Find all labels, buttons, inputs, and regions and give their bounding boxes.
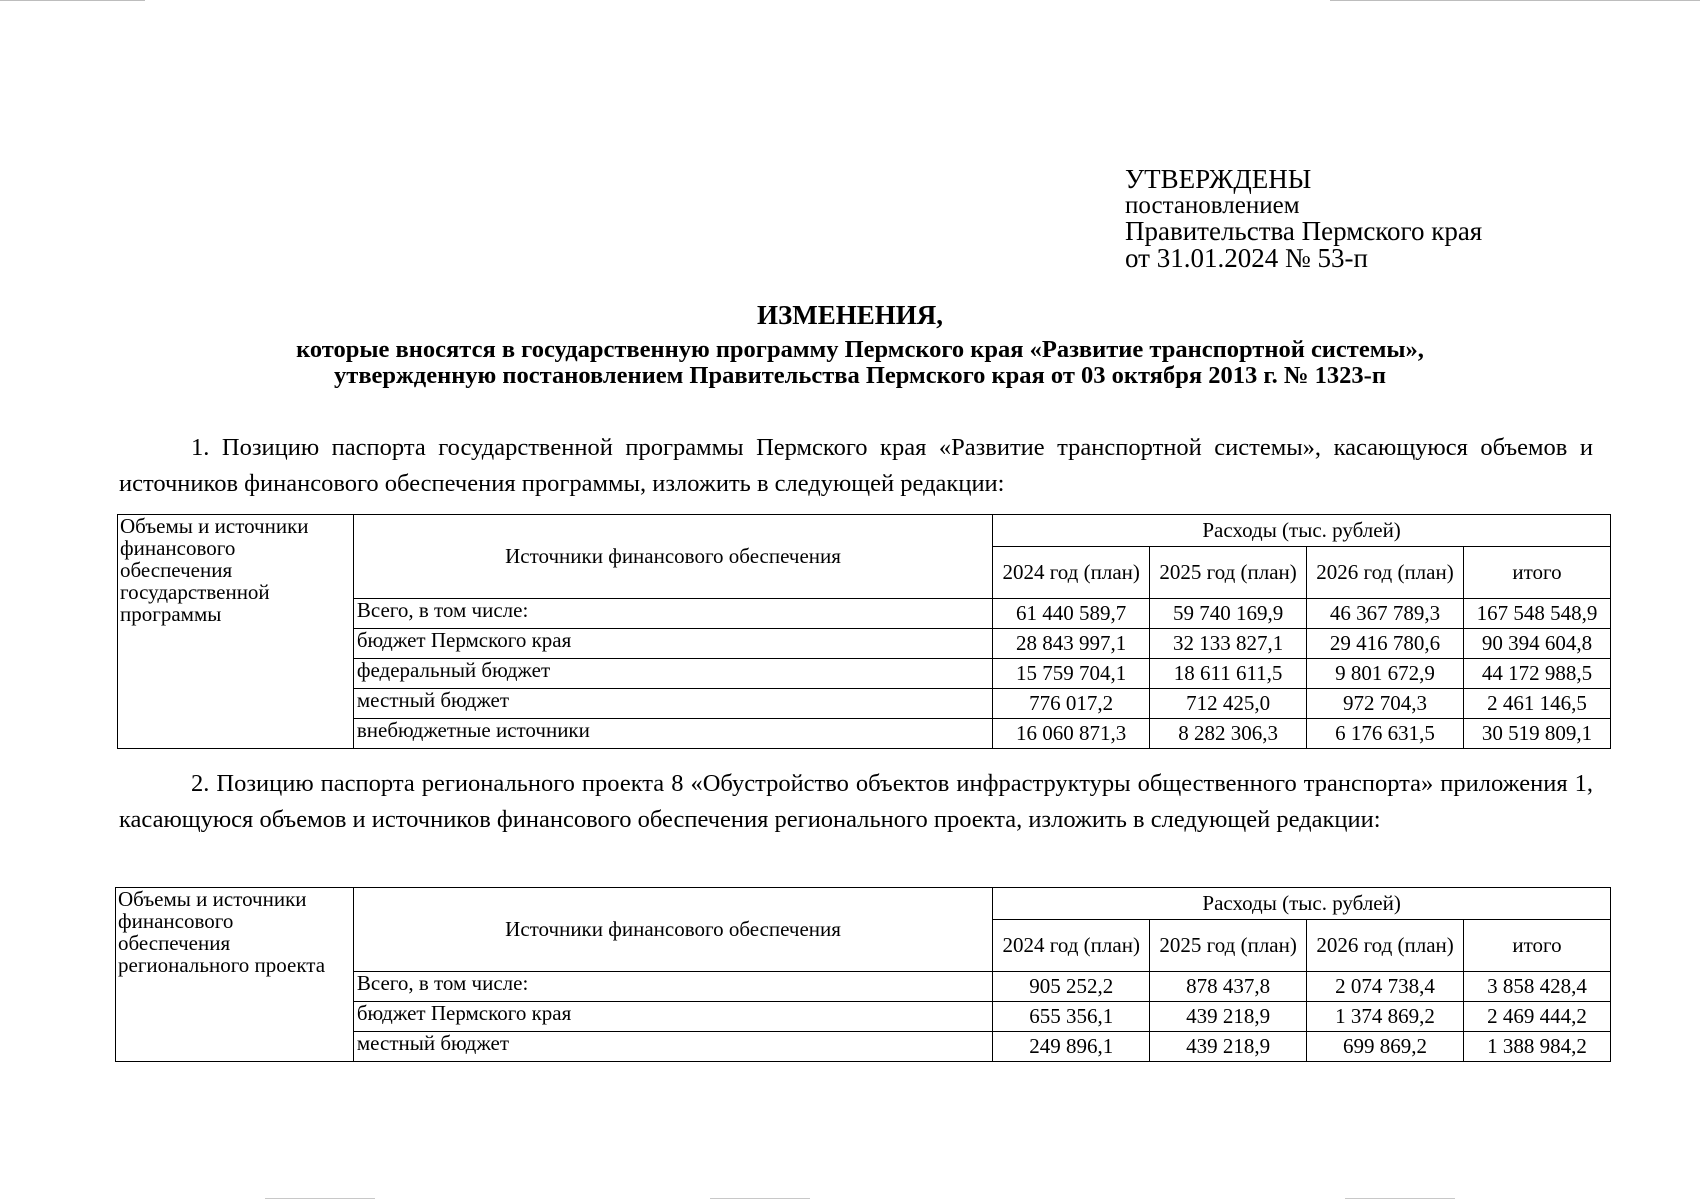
value-2025: 712 425,0 — [1150, 689, 1307, 719]
value-2026: 699 869,2 — [1307, 1032, 1464, 1062]
source-label: федеральный бюджет — [353, 659, 992, 689]
value-2026: 1 374 869,2 — [1307, 1002, 1464, 1032]
value-total: 90 394 604,8 — [1463, 629, 1610, 659]
value-total: 2 469 444,2 — [1464, 1002, 1611, 1032]
col-header-total: итого — [1463, 547, 1610, 599]
subtitle-line: утвержденную постановлением Правительства Пермского края от 03 октября 2013 г. № 1323-п — [334, 361, 1386, 389]
paragraph-2 — [119, 766, 1593, 838]
document-subtitle — [0, 337, 1700, 388]
value-total: 3 858 428,4 — [1464, 972, 1611, 1002]
value-2024: 61 440 589,7 — [993, 599, 1150, 629]
value-2026: 46 367 789,3 — [1307, 599, 1464, 629]
value-2026: 2 074 738,4 — [1307, 972, 1464, 1002]
scan-edge-rule — [710, 1198, 810, 1199]
value-total: 167 548 548,9 — [1463, 599, 1610, 629]
value-2025: 18 611 611,5 — [1150, 659, 1307, 689]
value-total: 1 388 984,2 — [1464, 1032, 1611, 1062]
expenses-header: Расходы (тыс. рублей) — [993, 888, 1611, 920]
expenses-header: Расходы (тыс. рублей) — [993, 515, 1611, 547]
value-2024: 655 356,1 — [993, 1002, 1150, 1032]
source-label: бюджет Пермского края — [353, 629, 992, 659]
col-header-2026: 2026 год (план) — [1307, 547, 1464, 599]
col-header-2026: 2026 год (план) — [1307, 920, 1464, 972]
value-2025: 439 218,9 — [1150, 1002, 1307, 1032]
source-label: внебюджетные источники — [353, 719, 992, 749]
approved-heading: УТВЕРЖДЕНЫ — [1125, 164, 1312, 194]
row-header-cell: Объемы и источники финансового обеспечения регионального проекта — [116, 888, 354, 1062]
value-2025: 32 133 827,1 — [1150, 629, 1307, 659]
value-2025: 59 740 169,9 — [1150, 599, 1307, 629]
approved-line: Правительства Пермского края — [1125, 216, 1483, 246]
value-total: 2 461 146,5 — [1463, 689, 1610, 719]
scan-edge-rule — [0, 0, 145, 1]
value-2024: 776 017,2 — [993, 689, 1150, 719]
value-2024: 249 896,1 — [993, 1032, 1150, 1062]
value-2024: 905 252,2 — [993, 972, 1150, 1002]
value-total: 30 519 809,1 — [1463, 719, 1610, 749]
col-header-total: итого — [1464, 920, 1611, 972]
paragraph-2-text: 2. Позицию паспорта регионального проекта 8 «Обустройство объектов инфраструктуры общественного транспорта» приложения 1, касающуюся объемов и источников финансового обеспечения регионального проекта, изложить в следующей редакции: — [119, 770, 1593, 833]
source-label: бюджет Пермского края — [353, 1002, 992, 1032]
col-header-2025: 2025 год (план) — [1150, 920, 1307, 972]
col-header-2024: 2024 год (план) — [993, 547, 1150, 599]
col-header-2025: 2025 год (план) — [1150, 547, 1307, 599]
scan-edge-rule — [1330, 0, 1700, 1]
source-label: Всего, в том числе: — [353, 599, 992, 629]
subtitle-line: которые вносятся в государственную программу Пермского края «Развитие транспортной системы», — [296, 336, 1424, 363]
value-2024: 16 060 871,3 — [993, 719, 1150, 749]
value-2026: 29 416 780,6 — [1307, 629, 1464, 659]
value-2024: 28 843 997,1 — [993, 629, 1150, 659]
approved-date: от 31.01.2024 № 53-п — [1125, 243, 1368, 273]
source-label: местный бюджет — [353, 1032, 992, 1062]
value-2026: 972 704,3 — [1307, 689, 1464, 719]
source-label: Всего, в том числе: — [353, 972, 992, 1002]
col-header-2024: 2024 год (план) — [993, 920, 1150, 972]
value-2025: 878 437,8 — [1150, 972, 1307, 1002]
scan-edge-rule — [265, 1198, 375, 1199]
financing-table-project — [115, 887, 1611, 1062]
document-title: ИЗМЕНЕНИЯ, — [756, 300, 943, 330]
sources-header: Источники финансового обеспечения — [353, 888, 992, 972]
value-2024: 15 759 704,1 — [993, 659, 1150, 689]
row-header-cell: Объемы и источники финансового обеспечения государственной программы — [118, 515, 354, 749]
scan-edge-rule — [1345, 1198, 1455, 1199]
value-2025: 8 282 306,3 — [1150, 719, 1307, 749]
paragraph-1-text: 1. Позицию паспорта государственной программы Пермского края «Развитие транспортной системы», касающуюся объемов и источников финансового обеспечения программы, изложить в следующей редакции: — [119, 434, 1593, 497]
value-2026: 6 176 631,5 — [1307, 719, 1464, 749]
value-2026: 9 801 672,9 — [1307, 659, 1464, 689]
approved-line: постановлением — [1125, 192, 1300, 219]
paragraph-1 — [119, 430, 1593, 502]
value-2025: 439 218,9 — [1150, 1032, 1307, 1062]
sources-header: Источники финансового обеспечения — [353, 515, 992, 599]
approval-block — [1125, 166, 1482, 272]
financing-table-program — [117, 514, 1611, 749]
value-total: 44 172 988,5 — [1463, 659, 1610, 689]
source-label: местный бюджет — [353, 689, 992, 719]
